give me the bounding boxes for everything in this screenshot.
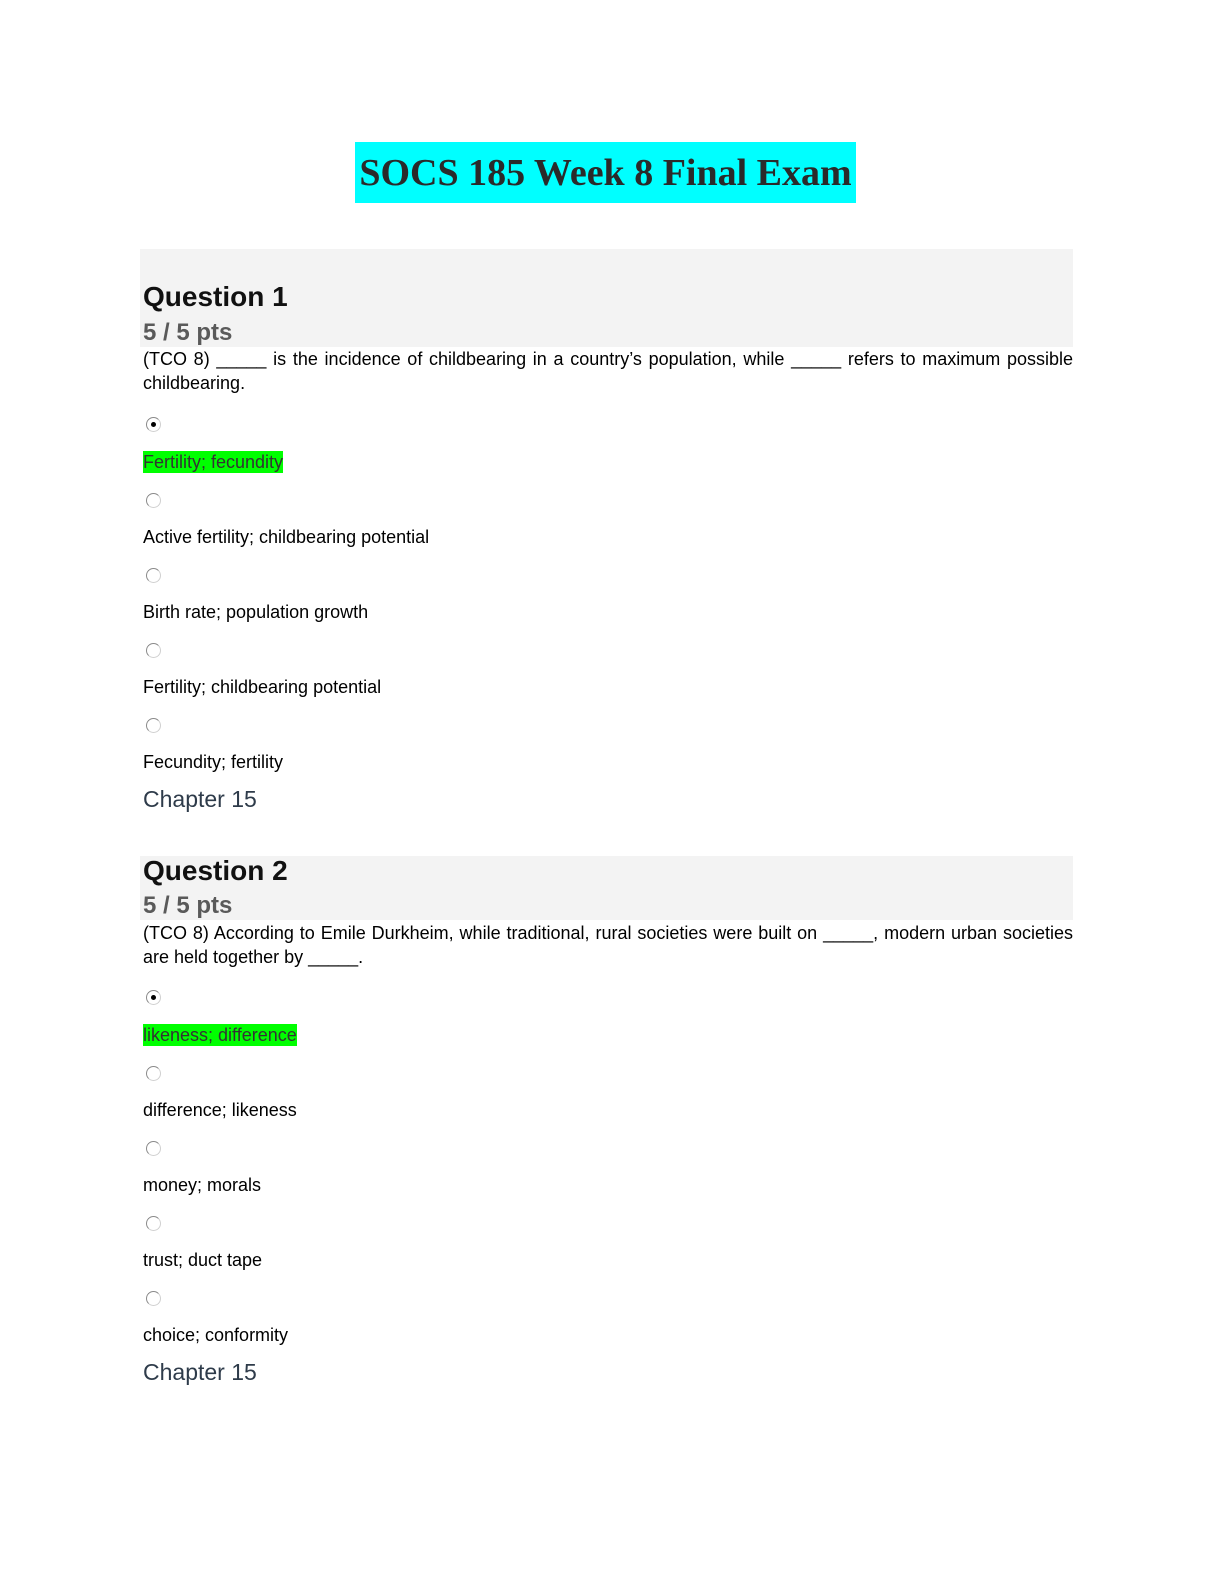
answer-radio[interactable] bbox=[146, 990, 161, 1005]
answer-radio[interactable] bbox=[146, 568, 161, 583]
question-text: (TCO 8) According to Emile Durkheim, while traditional, rural societies were built on _____, modern urban societies are held together by _____. bbox=[143, 923, 1073, 967]
answer-label: money; morals bbox=[143, 1175, 262, 1195]
answer-label: Birth rate; population growth bbox=[143, 602, 369, 622]
question-title: Question 2 bbox=[143, 855, 288, 886]
answer-label: difference; likeness bbox=[143, 1100, 297, 1120]
answer-label: Fecundity; fertility bbox=[143, 752, 284, 772]
answer-radio[interactable] bbox=[146, 1066, 161, 1081]
answer-radio[interactable] bbox=[146, 1216, 161, 1231]
answer-radio[interactable] bbox=[146, 718, 161, 733]
answer-radio[interactable] bbox=[146, 643, 161, 658]
question-points: 5 / 5 pts bbox=[143, 319, 233, 346]
question-title: Question 1 bbox=[143, 281, 288, 312]
chapter-label: Chapter 15 bbox=[143, 786, 257, 812]
answer-label-correct: Fertility; fecundity bbox=[143, 452, 284, 472]
question-points: 5 / 5 pts bbox=[143, 892, 233, 919]
answer-label: trust; duct tape bbox=[143, 1250, 263, 1270]
answer-radio[interactable] bbox=[146, 417, 161, 432]
question-text: (TCO 8) _____ is the incidence of childbearing in a country’s population, while _____ refers to maximum possible childbearing. bbox=[143, 349, 1073, 393]
answer-radio[interactable] bbox=[146, 493, 161, 508]
answer-label-correct: likeness; difference bbox=[143, 1025, 297, 1045]
answer-radio[interactable] bbox=[146, 1141, 161, 1156]
answer-label: Active fertility; childbearing potential bbox=[143, 527, 430, 547]
document-title: SOCS 185 Week 8 Final Exam bbox=[355, 142, 856, 203]
answer-label: choice; conformity bbox=[143, 1325, 289, 1345]
answer-radio[interactable] bbox=[146, 1291, 161, 1306]
chapter-label: Chapter 15 bbox=[143, 1359, 257, 1385]
answer-label: Fertility; childbearing potential bbox=[143, 677, 382, 697]
